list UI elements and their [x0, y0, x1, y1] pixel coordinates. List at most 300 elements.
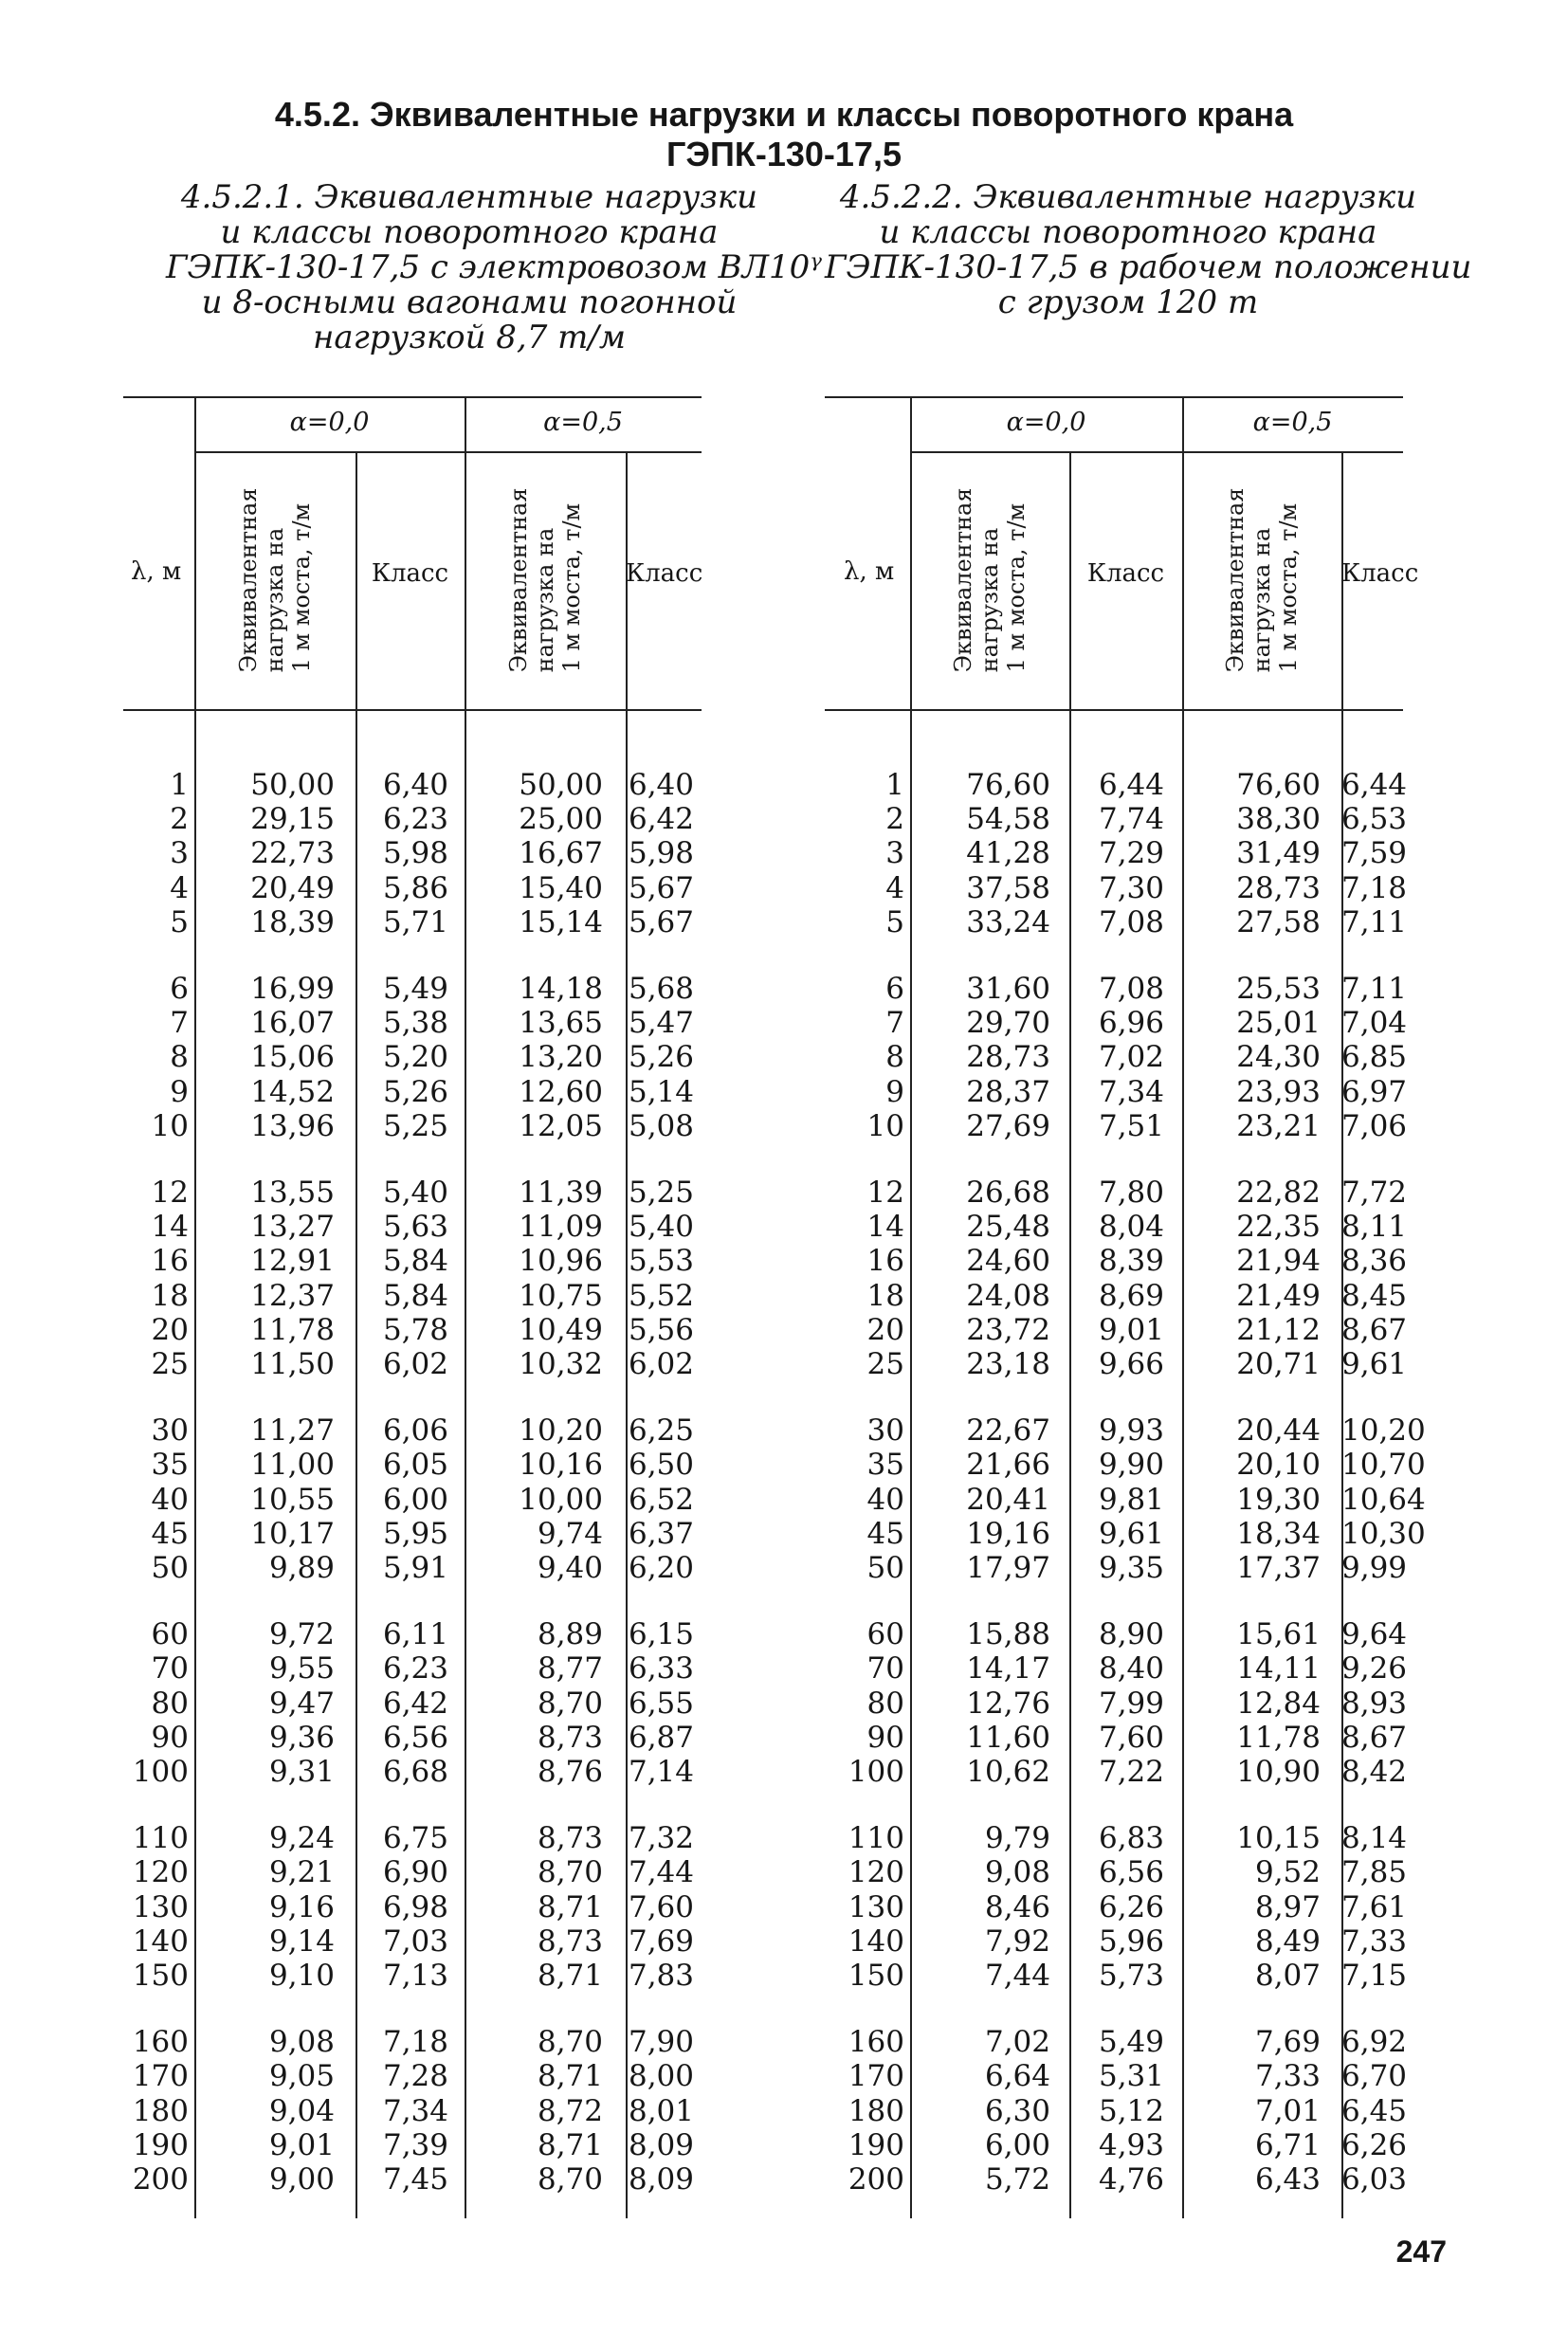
table-row [123, 1176, 702, 1210]
class-a05-cell: 6,87 [628, 1720, 694, 1755]
load-a0-cell: 23,18 [966, 1346, 1050, 1381]
table-row [123, 802, 702, 836]
table-top-rule [123, 396, 702, 398]
load-a0-cell: 31,60 [966, 972, 1050, 1006]
class-a05-cell: 7,14 [628, 1754, 694, 1789]
class-a0-cell: 6,44 [1098, 768, 1164, 802]
table-row [825, 1312, 1408, 1347]
load-a05-cell: 8,07 [1254, 1958, 1321, 1993]
lambda-cell: 20 [866, 1312, 904, 1347]
class-a05-cell: 6,45 [1341, 2093, 1408, 2128]
load-a0-cell: 12,91 [250, 1244, 335, 1279]
load-a05-cell: 10,20 [519, 1413, 603, 1449]
table-row [123, 1959, 702, 1993]
load-a05-cell: 8,73 [537, 1821, 603, 1856]
class-a05-cell: 6,85 [1341, 1040, 1408, 1075]
class-a0-cell: 9,81 [1098, 1482, 1164, 1517]
lambda-cell: 120 [132, 1855, 189, 1890]
class-a05-cell: 7,61 [1341, 1889, 1408, 1924]
load-a05-cell: 20,10 [1236, 1448, 1321, 1483]
load-a0-cell: 33,24 [966, 904, 1050, 939]
load-header-line: нагрузка на [262, 527, 288, 673]
page-title-line-2: ГЭПК-130-17,5 [666, 135, 902, 173]
load-a0-cell: 9,00 [268, 2161, 335, 2197]
alpha-0-header: α=0,0 [289, 408, 370, 437]
alpha-0-header: α=0,0 [1006, 408, 1086, 437]
lambda-cell: 8 [885, 1040, 904, 1075]
table-row [123, 905, 702, 939]
load-a05-cell: 10,90 [1236, 1754, 1321, 1789]
klass-header: Класс [626, 559, 703, 588]
table-row [123, 1651, 702, 1686]
load-a0-cell: 9,08 [268, 2025, 335, 2060]
class-a05-cell: 6,92 [1341, 2025, 1408, 2060]
load-a0-cell: 25,48 [966, 1210, 1050, 1245]
load-a05-cell: 7,33 [1254, 2059, 1321, 2094]
table-row [123, 1617, 702, 1651]
load-a0-cell: 6,30 [984, 2093, 1050, 2128]
load-a0-cell: 16,99 [250, 972, 335, 1006]
caption-line: ГЭПК-130-17,5 с электровозом ВЛ10ᵞ [166, 248, 823, 286]
klass-header: Класс [1086, 559, 1165, 588]
load-a05-cell: 22,82 [1236, 1176, 1321, 1210]
class-a0-cell: 9,90 [1098, 1448, 1164, 1483]
lambda-cell: 9 [170, 1074, 189, 1109]
klass-header: Класс [1341, 559, 1419, 588]
table-row [123, 1413, 702, 1448]
class-a0-cell: 5,96 [1098, 1924, 1164, 1959]
table-row [123, 1517, 702, 1551]
page-number: 247 [1395, 2234, 1447, 2269]
class-a0-cell: 5,71 [382, 904, 448, 939]
load-a05-cell: 12,05 [519, 1108, 603, 1143]
class-a05-cell: 7,60 [628, 1889, 694, 1924]
class-a05-cell: 5,52 [628, 1278, 694, 1313]
class-a0-cell: 7,30 [1098, 870, 1164, 905]
load-a05-cell: 8,70 [537, 2025, 603, 2060]
lambda-cell: 18 [151, 1278, 189, 1313]
load-header-line: Эквивалентная [505, 487, 532, 673]
lambda-cell: 130 [132, 1889, 189, 1924]
class-a05-cell: 6,50 [628, 1448, 694, 1483]
load-a0-cell: 7,02 [984, 2025, 1050, 2060]
alpha-header-rule [910, 451, 1403, 453]
load-a0-cell: 13,55 [250, 1176, 335, 1210]
load-a05-cell: 10,32 [519, 1346, 603, 1381]
load-header-text [950, 488, 1030, 673]
load-a05-cell: 13,65 [519, 1006, 603, 1041]
lambda-cell: 160 [848, 2025, 904, 2060]
right-table-caption [825, 178, 1472, 321]
load-a05-cell: 9,52 [1254, 1855, 1321, 1890]
load-a05-cell: 8,70 [537, 1855, 603, 1890]
class-a0-cell: 6,83 [1098, 1821, 1164, 1856]
load-a0-cell: 12,76 [966, 1686, 1050, 1721]
class-a05-cell: 5,14 [628, 1074, 694, 1109]
lambda-cell: 25 [151, 1346, 189, 1381]
table-row [825, 870, 1408, 905]
load-a0-cell: 11,78 [250, 1312, 335, 1347]
load-a05-cell: 8,76 [537, 1754, 603, 1789]
row-group [123, 768, 702, 939]
load-a05-cell: 8,73 [537, 1720, 603, 1755]
row-group [123, 2025, 702, 2197]
lambda-cell: 140 [132, 1924, 189, 1959]
left-load-table [123, 396, 702, 2216]
load-a0-cell: 15,06 [250, 1040, 335, 1075]
class-a05-cell: 7,69 [628, 1924, 694, 1959]
row-group [123, 1413, 702, 1585]
table-row [123, 972, 702, 1006]
load-a05-cell: 7,69 [1254, 2025, 1321, 2060]
class-a05-cell: 5,40 [628, 1210, 694, 1245]
lambda-cell: 12 [151, 1176, 189, 1210]
class-a05-cell: 10,30 [1341, 1516, 1426, 1551]
lambda-cell: 16 [866, 1244, 904, 1279]
class-a0-cell: 5,73 [1098, 1958, 1164, 1993]
load-a05-cell: 9,74 [537, 1516, 603, 1551]
load-a0-cell: 29,15 [250, 802, 335, 837]
load-header-line: Эквивалентная [950, 487, 976, 673]
table-row [825, 1176, 1408, 1210]
class-a05-cell: 5,67 [628, 870, 694, 905]
class-a05-cell: 6,03 [1341, 2161, 1408, 2197]
caption-line: с грузом 120 т [997, 283, 1259, 321]
table-row [123, 1755, 702, 1789]
load-a0-cell: 7,44 [984, 1958, 1050, 1993]
class-a05-cell: 8,14 [1341, 1821, 1408, 1856]
lambda-cell: 4 [170, 870, 189, 905]
load-a0-cell: 9,31 [268, 1754, 335, 1789]
load-a05-cell: 76,60 [1236, 768, 1321, 802]
load-a0-cell: 9,36 [268, 1720, 335, 1755]
class-a05-cell: 5,26 [628, 1040, 694, 1075]
load-a0-cell: 9,47 [268, 1686, 335, 1721]
table-row [825, 1720, 1408, 1755]
caption-line: ГЭПК-130-17,5 в рабочем положении [825, 248, 1472, 286]
load-a0-cell: 15,88 [966, 1617, 1050, 1652]
lambda-cell: 6 [885, 972, 904, 1006]
class-a0-cell: 6,56 [1098, 1855, 1164, 1890]
table-row [825, 1821, 1408, 1856]
class-a0-cell: 7,45 [382, 2161, 448, 2197]
load-a05-cell: 7,01 [1254, 2093, 1321, 2128]
table-row [825, 2161, 1408, 2197]
load-header-line: нагрузка на [976, 527, 1003, 673]
load-a05-cell: 9,40 [537, 1550, 603, 1585]
class-a0-cell: 9,01 [1098, 1312, 1164, 1347]
load-a0-cell: 7,92 [984, 1924, 1050, 1959]
lambda-cell: 170 [848, 2059, 904, 2094]
lambda-cell: 3 [885, 836, 904, 871]
load-a05-cell: 10,15 [1236, 1821, 1321, 1856]
load-a0-cell: 9,21 [268, 1855, 335, 1890]
load-a0-cell: 6,00 [984, 2127, 1050, 2162]
table-row [123, 1109, 702, 1143]
lambda-cell: 7 [885, 1006, 904, 1041]
class-a05-cell: 7,04 [1341, 1006, 1408, 1041]
load-a05-cell: 16,67 [519, 836, 603, 871]
load-a0-cell: 11,27 [250, 1413, 335, 1449]
page-title [0, 95, 1568, 174]
load-a05-cell: 8,71 [537, 2127, 603, 2162]
table-row [825, 1006, 1408, 1041]
table-row [123, 1890, 702, 1924]
class-a05-cell: 5,53 [628, 1244, 694, 1279]
load-header-text [1222, 488, 1302, 673]
class-a05-cell: 8,93 [1341, 1686, 1408, 1721]
load-a05-cell: 31,49 [1236, 836, 1321, 871]
class-a0-cell: 5,31 [1098, 2059, 1164, 2094]
class-a05-cell: 5,98 [628, 836, 694, 871]
row-group [123, 1176, 702, 1381]
caption-line: и классы поворотного крана [879, 213, 1377, 251]
class-a0-cell: 9,35 [1098, 1550, 1164, 1585]
table-row [825, 1074, 1408, 1109]
table-row [123, 871, 702, 905]
class-a0-cell: 6,42 [382, 1686, 448, 1721]
load-a0-cell: 37,58 [966, 870, 1050, 905]
class-a0-cell: 5,49 [382, 972, 448, 1006]
class-a0-cell: 6,56 [382, 1720, 448, 1755]
lambda-cell: 110 [132, 1821, 189, 1856]
class-a0-cell: 6,02 [382, 1346, 448, 1381]
table-row [123, 1244, 702, 1278]
class-a0-cell: 7,99 [1098, 1686, 1164, 1721]
lambda-cell: 80 [866, 1686, 904, 1721]
load-header-text [235, 488, 315, 673]
load-a05-cell: 10,16 [519, 1448, 603, 1483]
load-a05-cell: 25,01 [1236, 1006, 1321, 1041]
load-a0-cell: 27,69 [966, 1108, 1050, 1143]
class-a05-cell: 7,18 [1341, 870, 1408, 905]
class-a0-cell: 6,00 [382, 1482, 448, 1517]
load-a05-cell: 21,12 [1236, 1312, 1321, 1347]
lambda-cell: 20 [151, 1312, 189, 1347]
class-a0-cell: 9,66 [1098, 1346, 1164, 1381]
load-a0-cell: 28,37 [966, 1074, 1050, 1109]
load-a0-cell: 13,27 [250, 1210, 335, 1245]
lambda-cell: 12 [866, 1176, 904, 1210]
lambda-cell: 1 [885, 768, 904, 802]
class-a0-cell: 7,29 [1098, 836, 1164, 871]
lambda-cell: 150 [848, 1958, 904, 1993]
load-a05-cell: 6,43 [1254, 2161, 1321, 2197]
class-a0-cell: 7,51 [1098, 1108, 1164, 1143]
class-a05-cell: 8,67 [1341, 1720, 1408, 1755]
alpha-05-header: α=0,5 [543, 408, 623, 437]
lambda-header: λ, м [131, 557, 182, 586]
class-a0-cell: 7,13 [382, 1958, 448, 1993]
class-a0-cell: 6,40 [382, 768, 448, 802]
load-a0-cell: 26,68 [966, 1176, 1050, 1210]
table-row [825, 1448, 1426, 1483]
class-a0-cell: 6,98 [382, 1889, 448, 1924]
left-table-caption [166, 178, 823, 356]
load-header-line: нагрузка на [1249, 527, 1275, 673]
class-a05-cell: 7,83 [628, 1958, 694, 1993]
load-a05-cell: 10,75 [519, 1278, 603, 1313]
lambda-cell: 35 [866, 1448, 904, 1483]
table-row [123, 1040, 702, 1074]
load-a0-cell: 54,58 [966, 802, 1050, 837]
lambda-cell: 45 [151, 1516, 189, 1551]
class-a0-cell: 7,28 [382, 2059, 448, 2094]
class-a05-cell: 7,06 [1341, 1108, 1408, 1143]
row-group [825, 1821, 1408, 1993]
lambda-cell: 90 [866, 1720, 904, 1755]
load-a0-cell: 11,60 [966, 1720, 1050, 1755]
load-a05-cell: 8,71 [537, 1889, 603, 1924]
load-a05-cell: 11,09 [519, 1210, 603, 1245]
table-row [123, 2025, 702, 2059]
table-row [825, 1413, 1426, 1449]
load-a05-cell: 15,40 [519, 870, 603, 905]
table-row [123, 2059, 702, 2093]
table-row [825, 904, 1408, 939]
load-a05-cell: 21,94 [1236, 1244, 1321, 1279]
lambda-cell: 100 [132, 1754, 189, 1789]
class-a0-cell: 5,12 [1098, 2093, 1164, 2128]
table-row [825, 1346, 1408, 1381]
lambda-cell: 14 [151, 1210, 189, 1245]
class-a05-cell: 5,67 [628, 904, 694, 939]
lambda-cell: 1 [170, 768, 189, 802]
caption-line: 4.5.2.1. Эквивалентные нагрузки [180, 178, 758, 216]
lambda-cell: 30 [866, 1413, 904, 1449]
lambda-cell: 150 [132, 1958, 189, 1993]
table-row [825, 1210, 1408, 1245]
class-a0-cell: 7,80 [1098, 1176, 1164, 1210]
table-row [825, 1108, 1408, 1143]
table-row [825, 768, 1408, 802]
load-a05-cell: 8,49 [1254, 1924, 1321, 1959]
lambda-cell: 2 [170, 802, 189, 837]
load-a05-cell: 8,73 [537, 1924, 603, 1959]
load-a0-cell: 28,73 [966, 1040, 1050, 1075]
class-a0-cell: 5,38 [382, 1006, 448, 1041]
class-a0-cell: 5,63 [382, 1210, 448, 1245]
load-a0-cell: 10,55 [250, 1482, 335, 1517]
class-a05-cell: 8,67 [1341, 1312, 1408, 1347]
class-a0-cell: 5,25 [382, 1108, 448, 1143]
class-a05-cell: 6,33 [628, 1651, 694, 1687]
table-row [123, 1006, 702, 1040]
load-a0-cell: 9,72 [268, 1617, 335, 1652]
class-a0-cell: 6,26 [1098, 1889, 1164, 1924]
class-a0-cell: 6,23 [382, 1651, 448, 1687]
caption-line: и классы поворотного крана [220, 213, 719, 251]
class-a05-cell: 6,52 [628, 1482, 694, 1517]
table-row [123, 1075, 702, 1109]
load-header-line: 1 м моста, т/м [558, 502, 585, 673]
load-a0-cell: 22,67 [966, 1413, 1050, 1449]
table-row [123, 2162, 702, 2197]
lambda-cell: 40 [866, 1482, 904, 1517]
class-a05-cell: 8,01 [628, 2093, 694, 2128]
class-a05-cell: 6,15 [628, 1617, 694, 1652]
class-a05-cell: 6,53 [1341, 802, 1408, 837]
class-a05-cell: 8,09 [628, 2161, 694, 2197]
page-title-line-1: 4.5.2. Эквивалентные нагрузки и классы поворотного крана [274, 95, 1294, 134]
lambda-cell: 25 [866, 1346, 904, 1381]
load-a05-cell: 14,11 [1236, 1651, 1321, 1687]
class-a0-cell: 5,20 [382, 1040, 448, 1075]
load-a05-cell: 11,39 [519, 1176, 603, 1210]
class-a0-cell: 5,78 [382, 1312, 448, 1347]
row-group [123, 1617, 702, 1789]
right-load-table [825, 396, 1426, 2216]
load-a05-cell: 21,49 [1236, 1278, 1321, 1313]
class-a05-cell: 5,25 [628, 1176, 694, 1210]
table-row [123, 1448, 702, 1482]
class-a0-cell: 9,93 [1098, 1413, 1164, 1449]
table-row [825, 1278, 1408, 1313]
load-a0-cell: 50,00 [250, 768, 335, 802]
caption-line: и 8-осными вагонами погонной [201, 283, 738, 321]
class-a05-cell: 8,42 [1341, 1754, 1408, 1789]
lambda-cell: 180 [848, 2093, 904, 2128]
class-a05-cell: 6,25 [628, 1413, 694, 1449]
class-a0-cell: 7,39 [382, 2127, 448, 2162]
load-a0-cell: 20,41 [966, 1482, 1050, 1517]
class-a0-cell: 8,40 [1098, 1651, 1164, 1687]
lambda-cell: 18 [866, 1278, 904, 1313]
class-a0-cell: 7,60 [1098, 1720, 1164, 1755]
lambda-cell: 190 [132, 2127, 189, 2162]
load-a05-cell: 18,34 [1236, 1516, 1321, 1551]
class-a0-cell: 5,98 [382, 836, 448, 871]
class-a05-cell: 5,56 [628, 1312, 694, 1347]
load-a05-cell: 12,84 [1236, 1686, 1321, 1721]
class-a0-cell: 7,74 [1098, 802, 1164, 837]
load-a0-cell: 9,01 [268, 2127, 335, 2162]
lambda-cell: 70 [866, 1651, 904, 1687]
table-row [825, 2127, 1408, 2162]
lambda-cell: 16 [151, 1244, 189, 1279]
class-a0-cell: 6,05 [382, 1448, 448, 1483]
class-a05-cell: 5,47 [628, 1006, 694, 1041]
table-row [825, 1651, 1408, 1687]
table-row [825, 836, 1408, 871]
lambda-cell: 8 [170, 1040, 189, 1075]
lambda-cell: 200 [848, 2161, 904, 2197]
class-a05-cell: 8,36 [1341, 1244, 1408, 1279]
load-a05-cell: 11,78 [1236, 1720, 1321, 1755]
load-a0-cell: 9,08 [984, 1855, 1050, 1890]
lambda-cell: 160 [132, 2025, 189, 2060]
lambda-cell: 100 [848, 1754, 904, 1789]
lambda-cell: 3 [170, 836, 189, 871]
load-a05-cell: 8,70 [537, 2161, 603, 2197]
load-a0-cell: 24,60 [966, 1244, 1050, 1279]
load-a0-cell: 9,16 [268, 1889, 335, 1924]
caption-line: 4.5.2.2. Эквивалентные нагрузки [839, 178, 1417, 216]
lambda-cell: 9 [885, 1074, 904, 1109]
class-a05-cell: 6,26 [1341, 2127, 1408, 2162]
load-a05-cell: 12,60 [519, 1074, 603, 1109]
lambda-cell: 70 [151, 1651, 189, 1687]
class-a05-cell: 10,64 [1341, 1482, 1426, 1517]
load-header-line: 1 м моста, т/м [288, 502, 315, 673]
load-a05-cell: 25,00 [519, 802, 603, 837]
class-a05-cell: 6,02 [628, 1346, 694, 1381]
lambda-cell: 2 [885, 802, 904, 837]
class-a0-cell: 5,26 [382, 1074, 448, 1109]
class-a05-cell: 10,70 [1341, 1448, 1426, 1483]
load-header-line: Эквивалентная [1222, 487, 1249, 673]
class-a0-cell: 7,08 [1098, 972, 1164, 1006]
